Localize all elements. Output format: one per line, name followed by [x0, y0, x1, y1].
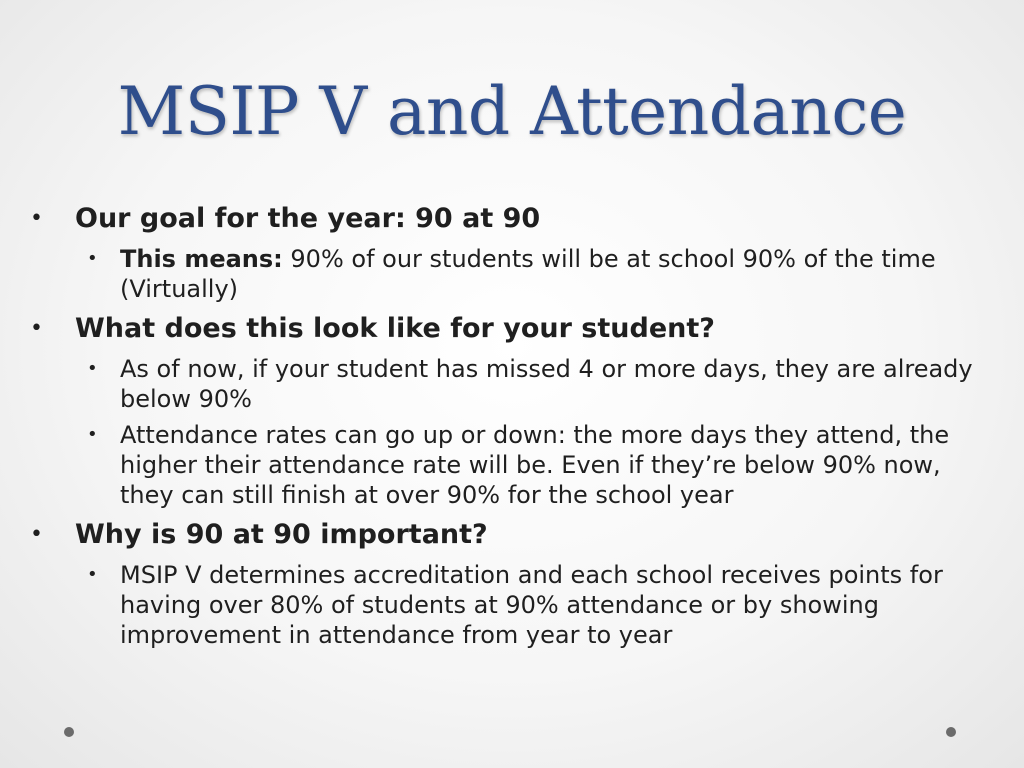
bullet-dot-icon: • — [30, 522, 43, 547]
sub-list — [75, 560, 1000, 650]
sub-bullet-missed-text: As of now, if your student has missed 4 or more days, they are already below 90% — [120, 355, 973, 413]
bullet-student-text: What does this look like for your student? — [75, 313, 715, 344]
sub-bullet-dot-icon: • — [87, 424, 98, 445]
sub-bullet-dot-icon: • — [87, 248, 98, 269]
corner-dot-right-icon — [946, 727, 956, 737]
bullet-importance-text: Why is 90 at 90 important? — [75, 519, 488, 550]
sub-bullet-rates — [75, 420, 1000, 510]
bullet-dot-icon: • — [30, 206, 43, 231]
sub-bullet-rates-text: Attendance rates can go up or down: the more days they attend, the higher their attendance rate will be. Even if they’re below 90% now, they can still finish at over 90% for the school year — [120, 421, 950, 509]
sub-bullet-means-text: 90% of our students will be at school 90% of the time (Virtually) — [120, 245, 936, 303]
sub-bullet-dot-icon: • — [87, 358, 98, 379]
sub-bullet-means — [75, 244, 1000, 304]
sub-bullet-means-label: This means: — [120, 245, 283, 273]
bullet-list — [30, 200, 1000, 650]
sub-list — [75, 244, 1000, 304]
sub-bullet-missed — [75, 354, 1000, 414]
slide-content — [30, 198, 1000, 656]
bullet-dot-icon: • — [30, 316, 43, 341]
bullet-student — [30, 310, 1000, 510]
bullet-importance — [30, 516, 1000, 650]
corner-dot-left-icon — [64, 727, 74, 737]
sub-bullet-msip-text: MSIP V determines accreditation and each school receives points for having over 80% of students at 90% attendance or by showing improvement in attendance from year to year — [120, 561, 943, 649]
sub-bullet-dot-icon: • — [87, 564, 98, 585]
bullet-goal — [30, 200, 1000, 304]
sub-bullet-msip — [75, 560, 1000, 650]
sub-list — [75, 354, 1000, 510]
bullet-goal-text: Our goal for the year: 90 at 90 — [75, 203, 541, 234]
slide-title: MSIP V and Attendance — [117, 73, 907, 150]
